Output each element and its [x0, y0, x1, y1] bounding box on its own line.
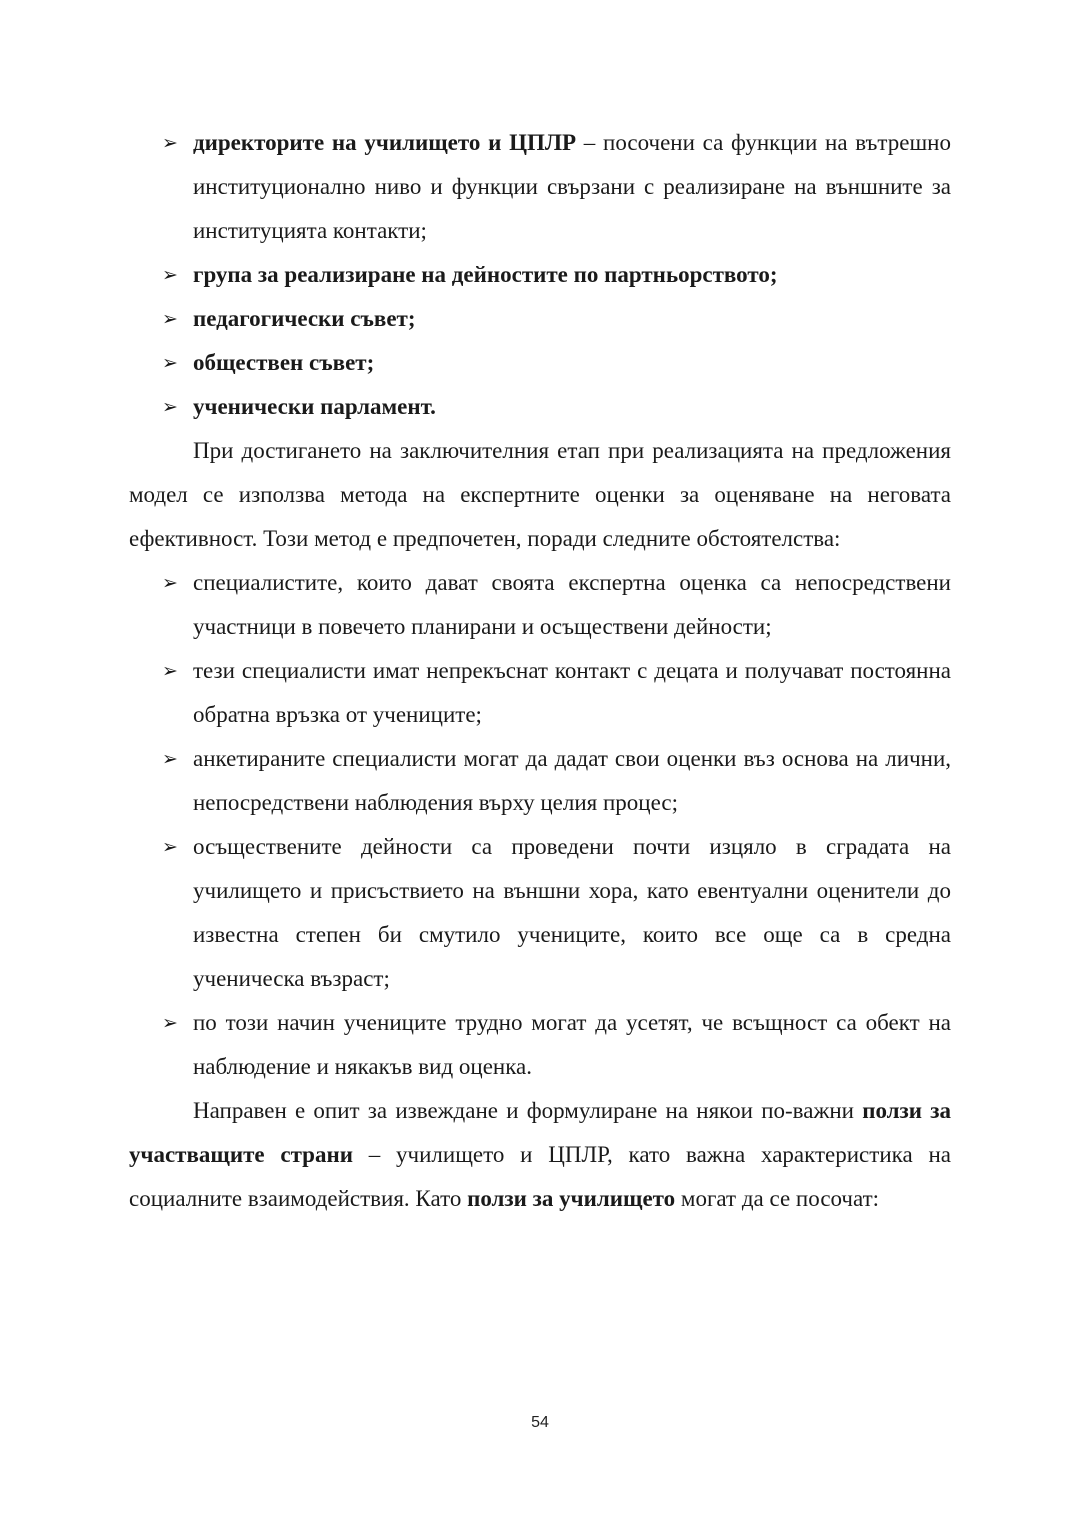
- arrow-bullet-icon: ➢: [162, 660, 178, 682]
- list-item: [162, 561, 951, 649]
- arrow-bullet-icon: ➢: [162, 396, 178, 418]
- page-content: [129, 121, 951, 1221]
- paragraph-expert-evaluation: При достигането на заключителния етап при реализацията на предложения модел се използва метода на експертните оценки за оценяване на неговата ефективност. Този метод е предпочетен, поради следните обстоятелства:: [129, 438, 951, 551]
- list-item: [162, 649, 951, 737]
- list-item: [162, 1001, 951, 1089]
- paragraph-benefits: [129, 1089, 951, 1221]
- list-item-bold: педагогически съвет;: [193, 306, 416, 331]
- arrow-bullet-icon: ➢: [162, 836, 178, 858]
- arrow-bullet-icon: ➢: [162, 1012, 178, 1034]
- paragraph-bold-text: ползи за училището: [467, 1186, 676, 1211]
- list-item-bold: група за реализиране на дейностите по партньорството;: [193, 262, 778, 287]
- list-item-bold: ученически парламент.: [193, 394, 436, 419]
- list-item-text: – посочени са функции на вътрешно институционално ниво и функции свързани с реализиране на външните за институцията контакти;: [193, 130, 951, 243]
- list-item: [162, 253, 951, 297]
- circumstances-list: [129, 561, 951, 1089]
- list-item-bold: обществен съвет;: [193, 350, 375, 375]
- arrow-bullet-icon: ➢: [162, 308, 178, 330]
- paragraph-text: могат да се посочат:: [675, 1186, 880, 1211]
- list-item: [162, 385, 951, 429]
- list-item-text: анкетираните специалисти могат да дадат свои оценки въз основа на лични, непосредствени наблюдения върху целия процес;: [193, 746, 951, 815]
- arrow-bullet-icon: ➢: [162, 352, 178, 374]
- arrow-bullet-icon: ➢: [162, 748, 178, 770]
- list-item-bold: директорите на училището и ЦПЛР: [193, 130, 577, 155]
- list-item-text: специалистите, които дават своята експертна оценка са непосредствени участници в повечето планирани и осъществени дейности;: [193, 570, 951, 639]
- arrow-bullet-icon: ➢: [162, 132, 178, 154]
- page-number: 54: [531, 1414, 549, 1431]
- list-item: [162, 825, 951, 1001]
- paragraph-text: Направен е опит за извеждане и формулиране на някои по-важни: [193, 1098, 863, 1123]
- structures-list: [129, 121, 951, 429]
- list-item: [162, 737, 951, 825]
- list-item-text: по този начин учениците трудно могат да усетят, че всъщност са обект на наблюдение и някакъв вид оценка.: [193, 1010, 951, 1079]
- arrow-bullet-icon: ➢: [162, 264, 178, 286]
- list-item-text: тези специалисти имат непрекъснат контакт с децата и получават постоянна обратна връзка от учениците;: [193, 658, 951, 727]
- list-item: [162, 121, 951, 253]
- list-item: [162, 341, 951, 385]
- list-item-text: осъществените дейности са проведени почти изцяло в сградата на училището и присъствието на външни хора, като евентуални оценители до известна степен би смутило учениците, които все още са в средна ученическа възраст;: [193, 834, 951, 991]
- paragraph-text: – училището и ЦПЛР, като важна характеристика на социалните взаимодействия. Като: [129, 1142, 951, 1211]
- paragraph-bold-text: ползи за участващите страни: [129, 1098, 951, 1167]
- list-item: [162, 297, 951, 341]
- arrow-bullet-icon: ➢: [162, 572, 178, 594]
